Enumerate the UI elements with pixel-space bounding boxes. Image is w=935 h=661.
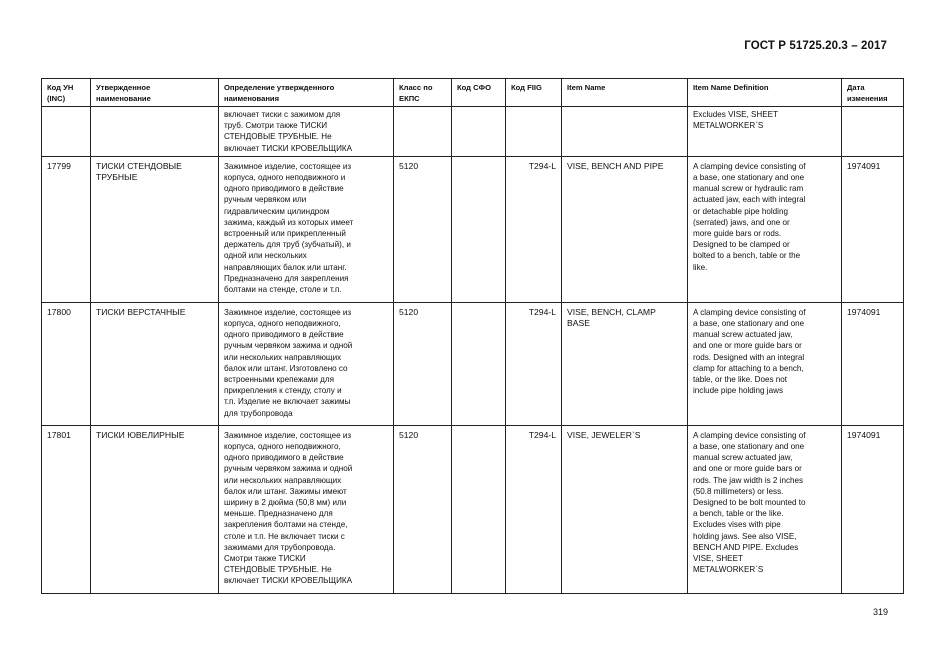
- cell-inc: [42, 107, 91, 157]
- col-header-item-definition: Item Name Definition: [688, 79, 842, 107]
- table-row: [42, 425, 904, 593]
- cell-item-definition: Excludes VISE, SHEET METALWORKER`S: [688, 107, 842, 157]
- cell-definition: Зажимное изделие, состоящее из корпуса, одного неподвижного и одного приводимого в действие ручным червяком или гидравлическим цилиндром зажима, каждый из которых имеет встроенный или прикрепленный держатель для труб (зубчатый), и одной или нескольких направляющих балок или штанг. Предназначено для закрепления болтами на стенде, столе и т.п.: [219, 156, 394, 302]
- cell-item-name: VISE, BENCH AND PIPE: [562, 156, 688, 302]
- cell-definition: включает тиски с зажимом для труб. Смотри также ТИСКИ СТЕНДОВЫЕ ТРУБНЫЕ. Не включает ТИСКИ КРОВЕЛЬЩИКА: [219, 107, 394, 157]
- page-number: 319: [872, 607, 888, 617]
- table-row: [42, 302, 904, 425]
- cell-definition: Зажимное изделие, состоящее из корпуса, одного неподвижного, одного приводимого в действие ручным червяком зажима и одной или нескольких направляющих балок или штанг. Изготовлено со встроенными крепежами для прикрепления к стенду, столу и т.п. Изделие не включает зажимы для трубопровода: [219, 302, 394, 425]
- cell-date: [842, 107, 904, 157]
- cell-name: [91, 107, 219, 157]
- cell-fiig: [506, 107, 562, 157]
- cell-ekps: [394, 107, 452, 157]
- col-header-inc: Код УН (INC): [42, 79, 91, 107]
- cell-item-definition: A clamping device consisting of a base, one stationary and one manual screw or hydraulic ram actuated jaw, each with integral or detachable pipe holding (serrated) jaws, and one or more guide bars or rods. Designed to be clamped or bolted to a bench, table or the like.: [688, 156, 842, 302]
- cell-ekps: 5120: [394, 425, 452, 593]
- cell-sfo: [452, 425, 506, 593]
- col-header-name: Утвержденное наименование: [91, 79, 219, 107]
- cell-item-definition: A clamping device consisting of a base, one stationary and one manual screw actuated jaw, and one or more guide bars or rods. The jaw width is 2 inches (50.8 millimeters) or less. Designed to be bolt mounted to a bench, table or the like. Excludes vises with pipe holding jaws. See also VISE, BENCH AND PIPE. Excludes VISE, SHEET METALWORKER`S: [688, 425, 842, 593]
- cell-ekps: 5120: [394, 156, 452, 302]
- table-header: [42, 79, 904, 107]
- table-row-continuation: [42, 107, 904, 157]
- col-header-item-name: Item Name: [562, 79, 688, 107]
- cell-sfo: [452, 107, 506, 157]
- col-header-fiig: Код FIIG: [506, 79, 562, 107]
- cell-inc: 17800: [42, 302, 91, 425]
- cell-name: ТИСКИ ЮВЕЛИРНЫЕ: [91, 425, 219, 593]
- cell-sfo: [452, 156, 506, 302]
- classifier-table: [41, 78, 904, 594]
- cell-fiig: T294-L: [506, 425, 562, 593]
- cell-date: 1974091: [842, 425, 904, 593]
- col-header-definition: Определение утвержденного наименования: [219, 79, 394, 107]
- col-header-sfo: Код СФО: [452, 79, 506, 107]
- cell-inc: 17801: [42, 425, 91, 593]
- cell-inc: 17799: [42, 156, 91, 302]
- cell-name: ТИСКИ СТЕНДОВЫЕ ТРУБНЫЕ: [91, 156, 219, 302]
- cell-item-name: VISE, BENCH, CLAMP BASE: [562, 302, 688, 425]
- col-header-date: Дата изменения: [842, 79, 904, 107]
- cell-definition: Зажимное изделие, состоящее из корпуса, одного неподвижного, одного приводимого в действие ручным червяком зажима и одной или нескольких направляющих балок или штанг. Зажимы имеют ширину в 2 дюйма (50,8 мм) или меньше. Предназначено для закрепления болтами на стенде, столе и т.п. Не включает тиски с зажимами для трубопровода. Смотри также ТИСКИ СТЕНДОВЫЕ ТРУБНЫЕ. Не включает ТИСКИ КРОВЕЛЬЩИКА: [219, 425, 394, 593]
- document-code: ГОСТ Р 51725.20.3 – 2017: [744, 40, 887, 52]
- col-header-ekps: Класс по ЕКПС: [394, 79, 452, 107]
- cell-ekps: 5120: [394, 302, 452, 425]
- cell-sfo: [452, 302, 506, 425]
- cell-fiig: T294-L: [506, 302, 562, 425]
- cell-item-name: VISE, JEWELER`S: [562, 425, 688, 593]
- cell-fiig: T294-L: [506, 156, 562, 302]
- cell-date: 1974091: [842, 156, 904, 302]
- table-row: [42, 156, 904, 302]
- cell-name: ТИСКИ ВЕРСТАЧНЫЕ: [91, 302, 219, 425]
- cell-item-definition: A clamping device consisting of a base, one stationary and one manual screw actuated jaw, and one or more guide bars or rods. Designed with an integral clamp for attaching to a bench, table, or the like. Does not include pipe holding jaws: [688, 302, 842, 425]
- cell-date: 1974091: [842, 302, 904, 425]
- cell-item-name: [562, 107, 688, 157]
